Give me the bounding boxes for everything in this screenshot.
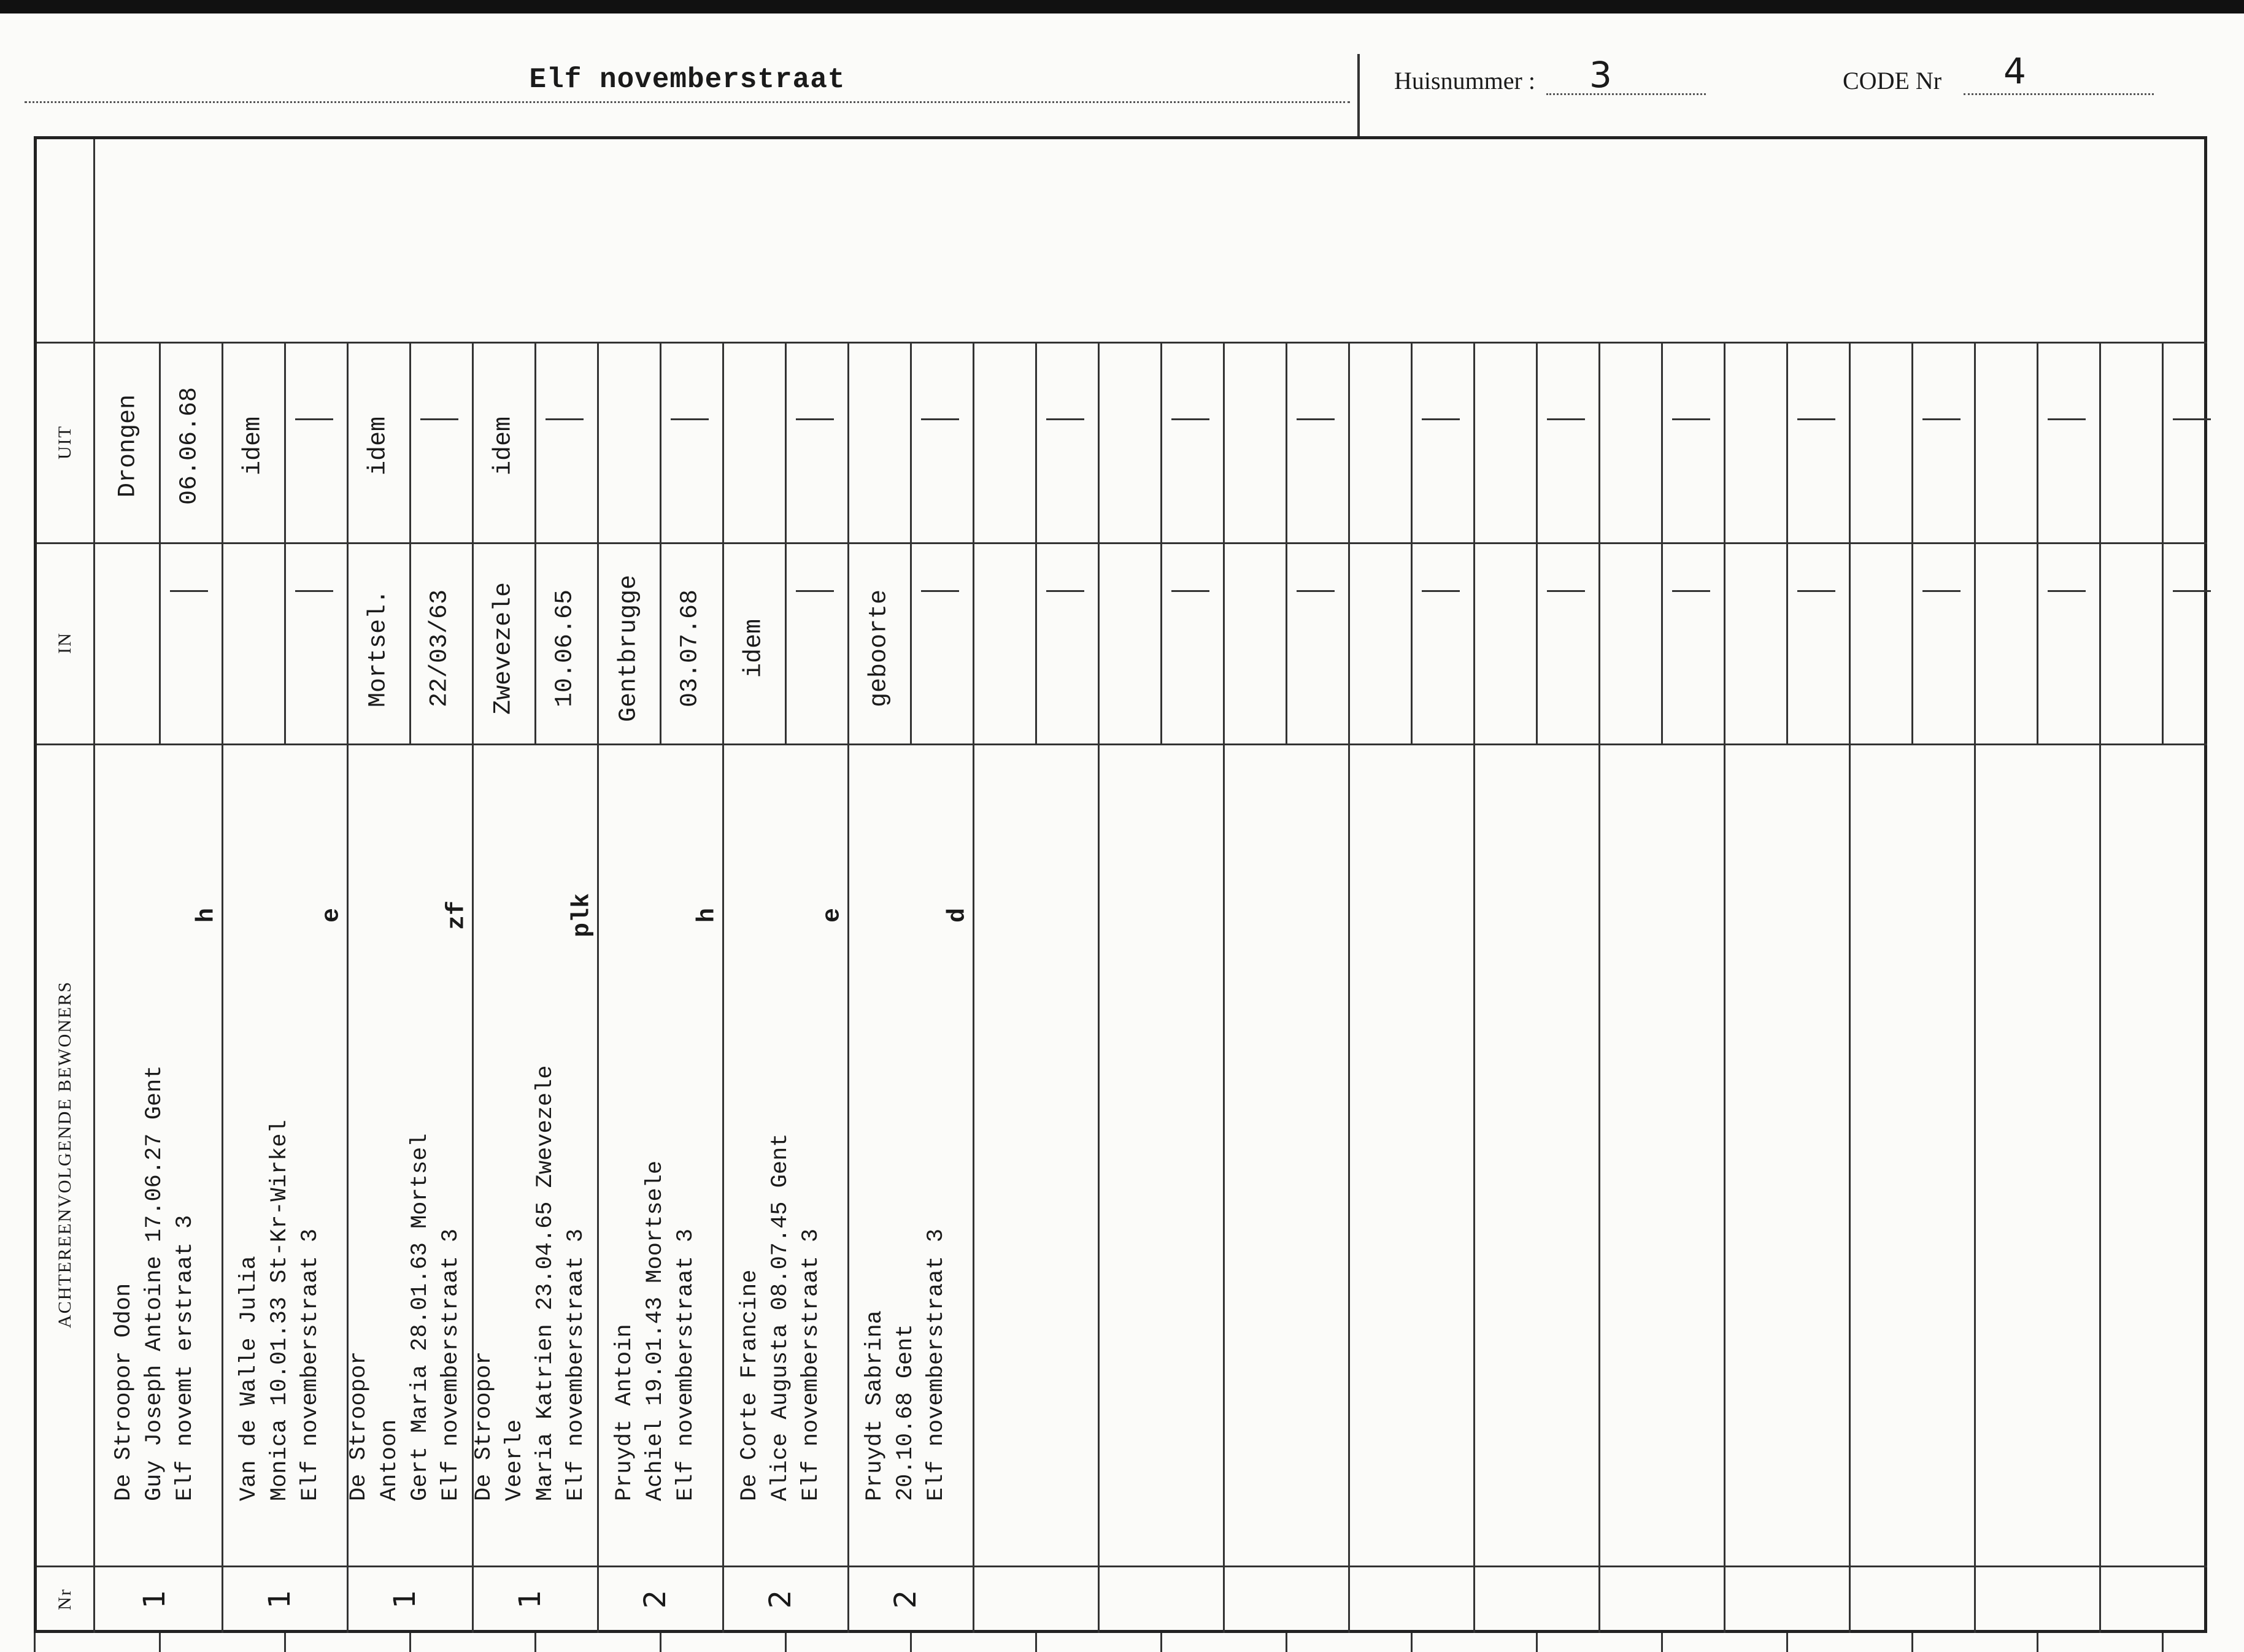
nr-label-cell bbox=[37, 1566, 93, 1633]
resident-entry bbox=[234, 790, 326, 1501]
in-date: 10.06.65 bbox=[551, 589, 579, 708]
street-name: Elf novemberstraat bbox=[25, 58, 1350, 103]
resident-code: e bbox=[819, 907, 847, 923]
half-column-divider bbox=[2162, 342, 2164, 743]
nr-label: Nr bbox=[55, 1588, 75, 1610]
resident-line: Maria Katrien 23.04.65 Zwevezele bbox=[533, 1065, 558, 1501]
uit-place: Drongen bbox=[114, 394, 142, 498]
huisnummer-line bbox=[1546, 93, 1706, 95]
in-date: 03.07.68 bbox=[676, 589, 704, 708]
uit-empty-dash bbox=[671, 418, 709, 420]
resident-line: Veerle bbox=[502, 1419, 528, 1501]
in-empty-dash bbox=[1797, 590, 1835, 592]
in-place: idem bbox=[740, 618, 768, 678]
resident-code: zf bbox=[443, 900, 471, 931]
top-border bbox=[0, 0, 2244, 13]
bottom-tick bbox=[2162, 1633, 2164, 1652]
half-column-divider bbox=[1411, 342, 1413, 743]
half-column-divider bbox=[1786, 342, 1788, 743]
uit-empty-dash bbox=[1797, 418, 1835, 420]
in-empty-dash bbox=[1922, 590, 1961, 592]
uit-empty-dash bbox=[1672, 418, 1710, 420]
resident-nr: 2 bbox=[638, 1589, 673, 1609]
resident-nr: 1 bbox=[513, 1589, 547, 1609]
resident-line: De Stroopor bbox=[471, 1351, 497, 1501]
resident-line: Elf novemberstraat 3 bbox=[673, 1228, 699, 1501]
code-line bbox=[1964, 93, 2154, 95]
bottom-tick bbox=[1536, 1633, 1538, 1652]
half-column-divider bbox=[1661, 342, 1663, 743]
label-column-line bbox=[93, 139, 95, 1633]
resident-code: plk bbox=[568, 893, 596, 938]
resident-nr: 1 bbox=[263, 1589, 297, 1609]
bottom-tick bbox=[660, 1633, 661, 1652]
in-empty-dash bbox=[1547, 590, 1585, 592]
uit-place: idem bbox=[490, 416, 518, 476]
bewoners-label: ACHTEREENVOLGENDE BEWONERS bbox=[55, 980, 75, 1329]
resident-code: h bbox=[193, 907, 221, 923]
resident-line: Guy Joseph Antoine 17.06.27 Gent bbox=[142, 1065, 168, 1501]
bottom-tick bbox=[785, 1633, 787, 1652]
resident-line: Elf novemberstraat 3 bbox=[798, 1228, 824, 1501]
bottom-tick bbox=[1661, 1633, 1663, 1652]
resident-line: Elf novemberstraat 3 bbox=[438, 1228, 464, 1501]
resident-entry bbox=[735, 790, 827, 1501]
in-place: geboorte bbox=[865, 589, 893, 708]
resident-nr: 2 bbox=[763, 1589, 798, 1609]
half-column-divider bbox=[785, 342, 787, 743]
uit-empty-dash bbox=[295, 418, 333, 420]
huisnummer-value: 3 bbox=[1589, 54, 1612, 96]
resident-line: De Corte Francine bbox=[737, 1269, 763, 1501]
bewoners-label-cell bbox=[37, 743, 93, 1566]
uit-empty-dash bbox=[420, 418, 458, 420]
in-empty-dash bbox=[1171, 590, 1209, 592]
resident-entry bbox=[609, 790, 701, 1501]
resident-code: e bbox=[318, 907, 346, 923]
in-label: IN bbox=[55, 632, 75, 654]
column-divider bbox=[1724, 342, 1725, 1633]
in-place: Mortsel. bbox=[364, 589, 393, 708]
resident-entry bbox=[860, 790, 952, 1501]
line-top-uit bbox=[37, 342, 2207, 344]
half-column-divider bbox=[2037, 342, 2038, 743]
uit-empty-dash bbox=[1422, 418, 1460, 420]
column-divider bbox=[1098, 342, 1100, 1633]
code-label: CODE Nr bbox=[1843, 67, 1942, 94]
bottom-tick bbox=[284, 1633, 286, 1652]
resident-line: Monica 10.01.33 St-Kr-Wirkel bbox=[267, 1120, 293, 1501]
resident-line: Antoon bbox=[377, 1419, 403, 1501]
resident-line: Pruydt Sabrina bbox=[862, 1310, 888, 1501]
uit-empty-dash bbox=[1046, 418, 1084, 420]
uit-empty-dash bbox=[921, 418, 959, 420]
resident-line: Van de Walle Julia bbox=[236, 1256, 262, 1501]
resident-code: h bbox=[693, 907, 722, 923]
code-value: 4 bbox=[2003, 50, 2026, 92]
resident-nr: 2 bbox=[889, 1589, 923, 1609]
line-in-bewoners bbox=[37, 743, 2207, 745]
bottom-tick bbox=[1160, 1633, 1162, 1652]
resident-entry bbox=[344, 790, 466, 1501]
in-date: 22/03/63 bbox=[426, 589, 454, 708]
resident-entry bbox=[109, 790, 201, 1501]
resident-nr: 1 bbox=[137, 1589, 172, 1609]
in-empty-dash bbox=[2048, 590, 2086, 592]
half-column-divider bbox=[910, 342, 912, 743]
uit-empty-dash bbox=[1297, 418, 1335, 420]
resident-code: d bbox=[944, 907, 972, 923]
resident-line: Achiel 19.01.43 Moortsele bbox=[642, 1160, 668, 1501]
uit-empty-dash bbox=[796, 418, 834, 420]
half-column-divider bbox=[409, 342, 411, 743]
half-column-divider bbox=[1035, 342, 1037, 743]
column-divider bbox=[973, 342, 974, 1633]
in-empty-dash bbox=[1422, 590, 1460, 592]
in-empty-dash bbox=[921, 590, 959, 592]
in-empty-dash bbox=[2173, 590, 2211, 592]
half-column-divider bbox=[534, 342, 536, 743]
uit-label: UIT bbox=[55, 425, 75, 459]
uit-empty-dash bbox=[1171, 418, 1209, 420]
half-column-divider bbox=[159, 342, 161, 743]
bottom-tick bbox=[1411, 1633, 1413, 1652]
bottom-tick bbox=[34, 1633, 36, 1652]
half-column-divider bbox=[660, 342, 661, 743]
column-divider bbox=[847, 342, 849, 1633]
half-column-divider bbox=[1536, 342, 1538, 743]
in-empty-dash bbox=[1672, 590, 1710, 592]
header-separator bbox=[1357, 54, 1360, 137]
column-divider bbox=[1473, 342, 1475, 1633]
half-column-divider bbox=[284, 342, 286, 743]
in-empty-dash bbox=[796, 590, 834, 592]
half-column-divider bbox=[1911, 342, 1913, 743]
resident-line: Alice Augusta 08.07.45 Gent bbox=[768, 1133, 793, 1501]
half-column-divider bbox=[1160, 342, 1162, 743]
column-divider bbox=[2099, 342, 2101, 1633]
bottom-tick bbox=[2037, 1633, 2038, 1652]
in-empty-dash bbox=[295, 590, 333, 592]
resident-line: Gert Maria 28.01.63 Mortsel bbox=[407, 1133, 433, 1501]
half-column-divider bbox=[1286, 342, 1287, 743]
bottom-tick bbox=[1786, 1633, 1788, 1652]
bottom-tick bbox=[409, 1633, 411, 1652]
in-empty-dash bbox=[1046, 590, 1084, 592]
in-empty-dash bbox=[1297, 590, 1335, 592]
uit-place: idem bbox=[239, 416, 268, 476]
uit-label-cell bbox=[37, 342, 93, 542]
resident-line: De Stroopor bbox=[346, 1351, 372, 1501]
column-divider bbox=[1849, 342, 1851, 1633]
resident-nr: 1 bbox=[388, 1589, 422, 1609]
bottom-tick bbox=[159, 1633, 161, 1652]
in-place: Zwevezele bbox=[490, 582, 518, 715]
in-label-cell bbox=[37, 542, 93, 743]
line-bewoners-nr bbox=[37, 1566, 2207, 1567]
uit-empty-dash bbox=[1547, 418, 1585, 420]
line-uit-in bbox=[37, 542, 2207, 544]
resident-line: Elf novemberstraat 3 bbox=[298, 1228, 323, 1501]
resident-line: Elf novemt erstraat 3 bbox=[172, 1215, 198, 1501]
column-divider bbox=[1974, 342, 1976, 1633]
column-divider bbox=[597, 342, 599, 1633]
huisnummer-label: Huisnummer : bbox=[1394, 67, 1535, 94]
resident-line: De Stroopor Odon bbox=[111, 1283, 137, 1501]
registry-form bbox=[34, 136, 2207, 1633]
uit-empty-dash bbox=[1922, 418, 1961, 420]
resident-line: Elf novemberstraat 3 bbox=[923, 1228, 949, 1501]
bottom-tick bbox=[1286, 1633, 1287, 1652]
bottom-tick bbox=[534, 1633, 536, 1652]
column-divider bbox=[722, 342, 724, 1633]
column-divider bbox=[1598, 342, 1600, 1633]
in-place: Gentbrugge bbox=[615, 574, 643, 723]
bottom-tick bbox=[1911, 1633, 1913, 1652]
uit-empty-dash bbox=[2048, 418, 2086, 420]
resident-line: Pruydt Antoin bbox=[612, 1324, 638, 1501]
uit-date: 06.06.68 bbox=[175, 386, 204, 505]
column-divider bbox=[1348, 342, 1350, 1633]
uit-empty-dash bbox=[2173, 418, 2211, 420]
resident-line: Elf novemberstraat 3 bbox=[563, 1228, 589, 1501]
column-divider bbox=[222, 342, 223, 1633]
bottom-tick bbox=[1035, 1633, 1037, 1652]
resident-line: 20.10.68 Gent bbox=[893, 1324, 919, 1501]
bottom-tick bbox=[910, 1633, 912, 1652]
in-empty-dash bbox=[170, 590, 208, 592]
uit-place: idem bbox=[364, 416, 393, 476]
uit-empty-dash bbox=[546, 418, 584, 420]
column-divider bbox=[1223, 342, 1225, 1633]
